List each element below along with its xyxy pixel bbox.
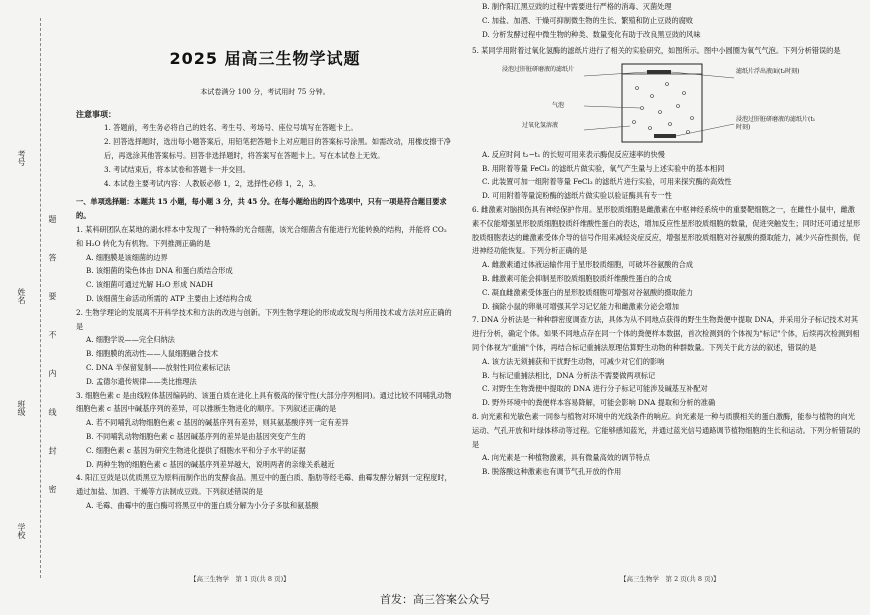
right-page [472, 0, 862, 479]
bottom-caption: 首发：高三答案公众号 [380, 593, 490, 606]
question-stem: 5. 某同学用附着过氧化氢酶的滤纸片进行了相关的实验研究，如图所示。图中小圆圈为氧气气泡。下列分析错误的是 [472, 46, 841, 55]
binding-margin [0, 0, 70, 590]
figure-label-solution: 过氧化氢溶液 [522, 121, 559, 129]
question-option: A. 反应时间 t₂−t₁ 的长短可用来表示酶促反应速率的快慢 [482, 149, 665, 159]
question-option: C. 加盐、加酒、干燥可抑制微生物的生长、繁殖和防止豆豉的腐败 [482, 15, 694, 25]
question-option: C. 此装置可加一组附着等量 FeCl₃ 的滤纸片进行实验，可用来探究酶的高效性 [482, 177, 732, 187]
figure-label-bubble: 气泡 [552, 101, 565, 109]
question-option: C. 凝血雌激素受体蛋白的星形胶质细胞可增强对谷氨酸的摄取能力 [482, 287, 694, 297]
binding-label-name: 姓名 [17, 288, 26, 304]
question-option: D. 可用附着等量淀粉酶的滤纸片做实验以验证酶具有专一性 [482, 191, 672, 201]
exam-info: 本试卷满分 100 分，考试用时 75 分钟。 [200, 87, 330, 96]
notice-item: 1. 答题前，考生务必将自己的姓名、考生号、考场号、座位号填写在答题卡上。 [104, 123, 358, 133]
question-option: C. 对野生生物粪便中提取的 DNA 进行分子标记可能涉及碱基互补配对 [482, 384, 708, 394]
question-stem: 8. 向光素和光敏色素一同参与植物对环境中的光线条件的响应。向光素是一种与质膜相关的蛋白激酶，能参与植物的向光运动、气孔开放和叶绿体移动等过程。它能够感知蓝光，并通过蓝光信号通路调节植物细胞的生长和运动。下列分析错误的是 [472, 411, 861, 449]
question-option: B. 不同哺乳动物细胞色素 c 基因碱基序列的差异是由基因突变产生的 [86, 431, 306, 441]
question-option: C. 细胞色素 c 基因为研究生物进化提供了细胞水平和分子水平的证据 [86, 445, 306, 455]
question-option: D. 该细菌生命活动所需的 ATP 主要由上述结构合成 [86, 293, 252, 303]
question-option: B. 该细菌的染色体由 DNA 和蛋白质结合形成 [86, 266, 233, 276]
binding-label-exam-number: 考号 [17, 150, 26, 166]
question-stem: 2. 生物学理论的发展离不开科学技术和方法的改进与创新。下列生物学理论的形成或发现与所用技术或方法对应正确的是 [76, 307, 452, 331]
question-option: A. 细胞膜是该细菌的边界 [86, 252, 168, 262]
notice-heading: 注意事项： [76, 109, 116, 119]
question-option: B. 制作阳江黑豆豉的过程中需要进行严格的消毒、灭菌处理 [482, 2, 672, 11]
section-heading: 一、单项选择题：本题共 15 小题，每小题 3 分，共 45 分。在每小题给出的四个选项中，只有一项是符合题目要求的。 [76, 197, 447, 221]
question-option: C. DNA 半保留复制——放射性同位素标记法 [86, 362, 231, 372]
page-footer-left: 【高三生物学 第 1 页(共 8 页)】 [190, 575, 290, 583]
question-stem: 4. 阳江豆豉是以优质黑豆为原料而制作出的发酵食品。黑豆中的蛋白质、脂肪等经毛霉、曲霉发酵分解到一定程度时，通过加盐、加酒、干燥等方法制成豆豉。下列叙述错误的是 [76, 473, 452, 497]
figure-label-t1: 浸泡过肝脏研磨液的滤纸片(t₁时刻) [736, 115, 816, 131]
question-option: B. 脱落酸这种激素也有调节气孔开放的作用 [482, 467, 622, 477]
question-option: B. 用附着等量 FeCl₃ 的滤纸片做实验，氧气产生量与上述实验中的基本相同 [482, 163, 725, 173]
question-option: A. 若不同哺乳动物细胞色素 c 基因的碱基序列有差异，则其氨基酸序列一定有差异 [86, 418, 349, 428]
question-option: D. 摘除小鼠的卵巢可增强其学习记忆能力和雌激素分泌会增加 [482, 301, 679, 311]
question-option: C. 该细菌可通过光解 H₂O 形成 NADH [86, 280, 214, 290]
question-option: B. 与标记重捕法相比，DNA 分析法不需要做两项标记 [482, 370, 656, 380]
question-option: A. 向光素是一种植物激素，具有微量高效的调节特点 [482, 453, 650, 463]
exam-title: 2025 届高三生物学试题 [169, 49, 361, 68]
figure-label-t2: 滤纸片浮出液面(t₂时刻) [736, 67, 800, 75]
question-option: D. 两种生物的细胞色素 c 基因的碱基序列差异越大，说明两者的亲缘关系越近 [86, 459, 335, 469]
page-footer-right: 【高三生物学 第 2 页(共 8 页)】 [620, 575, 720, 583]
cut-line [40, 18, 41, 578]
question-option: D. 孟德尔遗传规律——类比推理法 [86, 376, 197, 386]
question-option: D. 分析发酵过程中微生物的种类、数量变化有助于改良黑豆豉的风味 [482, 29, 701, 39]
seal-line-notice: 题 答 要 不 内 线 封 密 [48, 215, 57, 507]
figure-label-paper-top: 浸泡过肝脏研磨液的滤纸片 [502, 65, 575, 73]
notice-item: 3. 考试结束后，将本试卷和答题卡一并交回。 [104, 164, 250, 174]
experiment-figure [502, 60, 862, 146]
question-stem: 3. 细胞色素 c 是由线粒体基因编码的、该蛋白质在进化上具有极高的保守性(大部分序列相同)。通过比较不同哺乳动物细胞色素 c 基因中碱基序列的差异，可以推断生物进化的顺序。下列叙述正确的是 [76, 390, 452, 414]
question-stem: 6. 雌激素对脑损伤具有神经保护作用。星形胶质细胞是雌激素在中枢神经系统中的重要靶细胞之一，在雌性小鼠中，雌激素不仅能增强星形胶质细胞胶质纤维酸性蛋白的表达，增加反应性星形胶质细胞的数量，促进突触发生；同时还可通过星形胶质细胞表达的雌激素受体介导的信号作用来减轻炎症反应，增强星形胶质细胞对谷氨酸的摄取能力，减少兴奋性损伤，促进神经功能恢复。下列分析正确的是 [472, 204, 861, 256]
question-option: B. 细胞膜的流动性——人鼠细胞融合技术 [86, 349, 219, 359]
question-option: B. 雌激素可能会抑制星形胶质细胞胶质纤维酸性蛋白的合成 [482, 273, 672, 283]
question-option: A. 细胞学说——完全归纳法 [86, 335, 175, 345]
question-option: A. 雌激素通过体液运输作用于星形胶质细胞，可破坏谷氨酸的合成 [482, 260, 694, 270]
question-option: A. 该方法无须捕获和干扰野生动物，可减少对它们的影响 [482, 356, 665, 366]
question-option: D. 野外环境中的粪便样本容易降解，可能会影响 DNA 提取和分析的准确 [482, 398, 716, 408]
binding-label-class: 班级 [17, 400, 26, 416]
notice-item: 4. 本试卷主要考试内容：人教版必修 1，2，选择性必修 1，2，3。 [104, 178, 321, 188]
question-option: A. 毛霉、曲霉中的蛋白酶可将黑豆中的蛋白质分解为小分子多肽和氨基酸 [86, 500, 319, 510]
left-page [76, 0, 454, 513]
question-stem: 1. 某科研团队在某地的湖水样本中发现了一种特殊的光合细菌，该光合细菌含有能进行光能转换的结构，并能将 CO₂ 和 H₂O 转化为有机物。下列推测正确的是 [76, 224, 447, 248]
binding-label-school: 学校 [17, 523, 26, 539]
notice-item: 2. 回答选择题时，选出每小题答案后，用铅笔把答题卡上对应题目的答案标号涂黑。如需改动，用橡皮擦干净后，再选涂其他答案标号。回答非选择题时，将答案写在答题卡上。写在本试卷上无效。 [104, 137, 451, 160]
question-stem: 7. DNA 分析法是一种种群密度调查方法，具体为从不同地点获得的野生生物粪便中提取 DNA，并采用分子标记技术对其进行分析，确定个体。如果不同地点存在同一个体的粪便样本数据，首次检测到的个体视为"标记"个体，后续再次检测到相同个体视为"重捕"个体，再结合标记重捕法原理估算野生动物的种群数量。下列关于此方法的叙述，错误的是 [472, 315, 860, 352]
